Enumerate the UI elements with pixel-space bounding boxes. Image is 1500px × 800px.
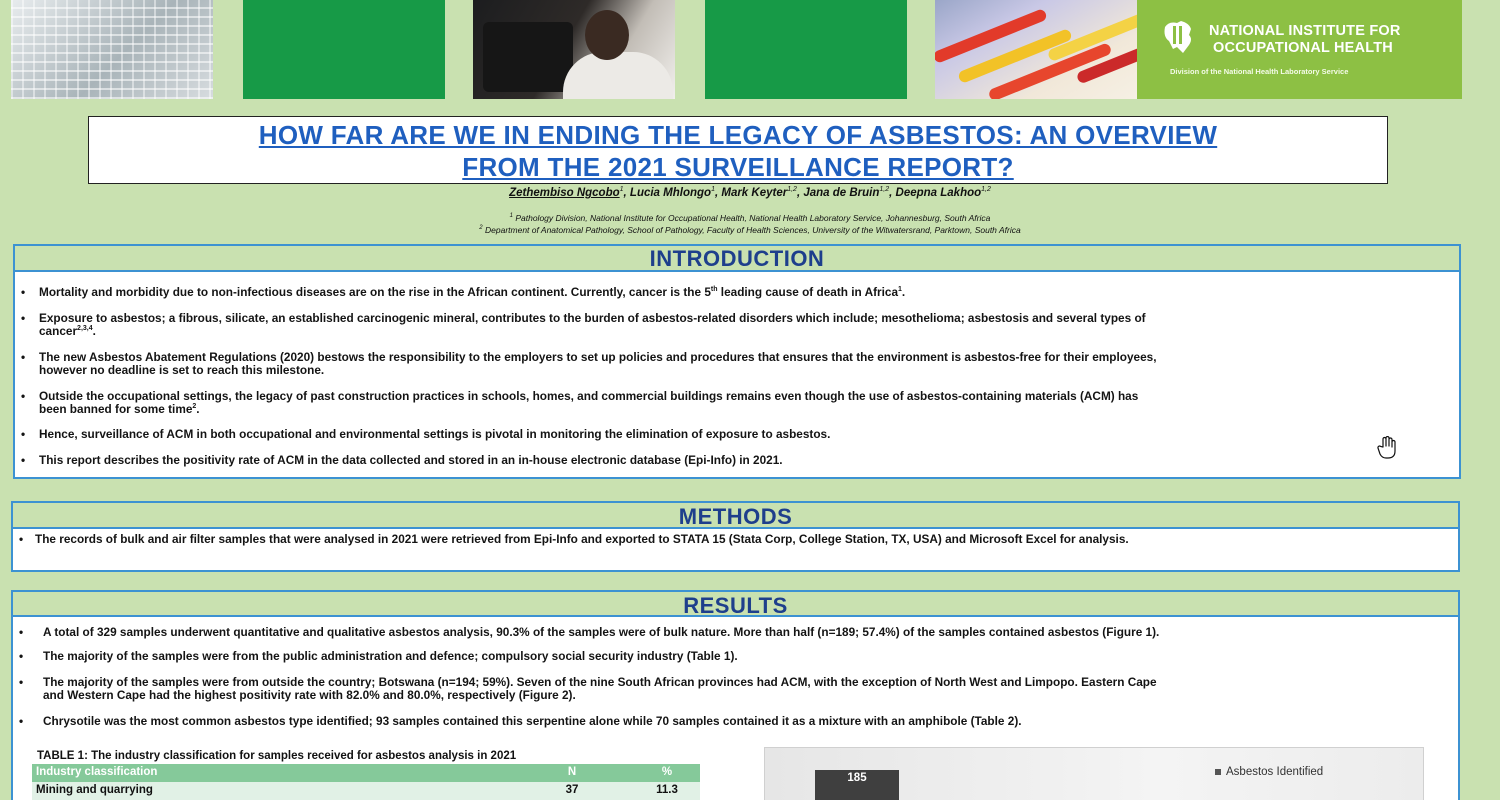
banner-photo-microscope	[473, 0, 675, 99]
header-banner	[0, 0, 1500, 100]
banner-photo-test-tubes	[935, 0, 1137, 99]
results-bullet-4	[19, 714, 1022, 728]
methods-bullet-1	[19, 532, 1129, 546]
affiliation-1	[0, 213, 1500, 223]
affiliation-text: Department of Anatomical Pathology, School of Pathology, Faculty of Health Sciences, University of the Witwatersrand, Parktown, South Africa	[482, 225, 1021, 235]
bullet-text: The majority of the samples were from the public administration and defence; compulsory social security industry (Table 1).	[43, 649, 738, 663]
banner-green-block	[243, 0, 445, 99]
banner-photo-asbestos-fibres	[11, 0, 213, 99]
author-name: Deepna Lakhoo	[895, 186, 982, 199]
affiliation-sup: 2	[479, 225, 483, 232]
bullet-text: Hence, surveillance of ACM in both occupational and environmental settings is pivotal in monitoring the elimination of exposure to asbestos.	[39, 427, 831, 441]
bullet-dot: •	[19, 675, 24, 689]
intro-bullet-6	[21, 453, 783, 467]
logo-text-line2: OCCUPATIONAL HEALTH	[1213, 40, 1393, 56]
bullet-dot: •	[19, 625, 24, 639]
author-affil-sup: 1,2	[879, 186, 890, 193]
bullet-dot: •	[21, 350, 26, 364]
intro-bullet-4	[21, 389, 1139, 416]
intro-bullet-3	[21, 350, 1157, 377]
legend-swatch	[1215, 769, 1221, 775]
results-heading: RESULTS	[13, 592, 1458, 617]
table-cell: 11.3	[656, 784, 678, 796]
bullet-dot: •	[21, 427, 26, 441]
bullet-text: Mortality and morbidity due to non-infectious diseases are on the rise in the African continent. Currently, cancer is the 5	[39, 285, 711, 299]
affiliation-text: Pathology Division, National Institute for Occupational Health, National Health Laboratory Service, Johannesburg, South Africa	[512, 213, 991, 223]
table-header-cell: N	[567, 766, 577, 778]
bullet-text: been banned for some time	[39, 401, 193, 416]
nioh-logo-block	[1137, 0, 1462, 99]
banner-green-block	[705, 0, 907, 99]
bullet-text: Outside the occupational settings, the legacy of past construction practices in schools, homes, and commercial buildings remains even though the use of asbestos-containing materials (ACM) has	[39, 389, 1139, 403]
introduction-section	[13, 244, 1461, 479]
bullet-dot: •	[19, 532, 24, 546]
author-name: Jana de Bruin	[803, 186, 880, 199]
logo-subtitle: Division of the National Health Laboratory Service	[1170, 67, 1349, 76]
chart-data-label: 185	[847, 772, 867, 784]
affiliation-2	[0, 225, 1500, 235]
author-separator: ,	[623, 186, 630, 199]
author-affil-sup: 1	[619, 186, 624, 193]
author-affil-sup: 1,2	[787, 186, 797, 193]
title-line-1: HOW FAR ARE WE IN ENDING THE LEGACY OF ASBESTOS: AN OVERVIEW	[258, 120, 1218, 150]
table1-caption: TABLE 1: The industry classification for samples received for asbestos analysis in 2021	[37, 750, 517, 762]
table-cell: 37	[565, 784, 579, 796]
bullet-text: .	[92, 323, 96, 338]
affiliation-sup: 1	[509, 213, 513, 220]
author-separator: ,	[889, 186, 896, 199]
author-name: Lucia Mhlongo	[629, 186, 712, 199]
table-header-cell: %	[661, 766, 673, 778]
table-cell: Mining and quarrying	[36, 784, 153, 796]
author-affil-sup: 1	[711, 186, 715, 193]
bullet-text: The records of bulk and air filter samples that were analysed in 2021 were retrieved from Epi-Info and exported to STATA 15 (Stata Corp, College Station, TX, USA) and Microsoft Excel for analysis.	[35, 532, 1129, 546]
citation-sup: 1	[898, 286, 902, 294]
author-affil-sup: 1,2	[981, 186, 991, 193]
intro-bullet-1	[21, 285, 906, 299]
bullet-dot: •	[19, 714, 24, 728]
bullet-text: cancer	[39, 323, 78, 338]
legend-label: Asbestos Identified	[1226, 766, 1324, 778]
bullet-text: The majority of the samples were from outside the country; Botswana (n=194; 59%). Seven of the nine South African provinces had ACM, with the exception of North West and Limpopo. Eastern Cape	[43, 675, 1157, 689]
author-list	[0, 186, 1500, 199]
author-name: Zethembiso Ngcobo	[509, 186, 620, 199]
methods-section	[11, 501, 1460, 572]
author-separator: ,	[714, 186, 722, 199]
nioh-logo-icon	[1159, 17, 1199, 57]
results-bullet-2	[19, 649, 738, 663]
intro-bullet-5	[21, 427, 831, 441]
bullet-text: Chrysotile was the most common asbestos type identified; 93 samples contained this serpentine alone while 70 samples contained it as a mixture with an amphibole (Table 2).	[43, 714, 1022, 728]
author-name: Mark Keyter	[721, 186, 788, 199]
bullet-text: A total of 329 samples underwent quantitative and qualitative asbestos analysis, 90.3% of the samples were of bulk nature. More than half (n=189; 57.4%) of the samples contained asbestos (Figure 1).	[43, 625, 1160, 639]
author-separator: ,	[796, 186, 804, 199]
bullet-text: leading cause of death in Africa	[717, 285, 899, 299]
bullet-dot: •	[21, 453, 26, 467]
superscript: th	[710, 286, 718, 294]
bullet-text: and Western Cape had the highest positivity rate with 82.0% and 80.0%, respectively (Figure 2).	[43, 687, 576, 702]
logo-text-line1: NATIONAL INSTITUTE FOR	[1209, 23, 1401, 39]
chart-legend-item	[1215, 766, 1323, 778]
title-line-2: FROM THE 2021 SURVEILLANCE REPORT?	[462, 152, 1014, 182]
hand-cursor-icon	[1376, 436, 1398, 460]
citation-sup: 2,3,4	[77, 324, 93, 332]
table-header-row	[32, 764, 700, 782]
results-bullet-3	[19, 675, 1157, 702]
bullet-dot: •	[21, 285, 26, 299]
bullet-dot: •	[19, 649, 24, 663]
bullet-text: .	[196, 401, 200, 416]
bullet-text: The new Asbestos Abatement Regulations (2020) bestows the responsibility to the employers to set up policies and procedures that ensures that the environment is asbestos-free for their employees,	[39, 350, 1157, 364]
table1	[32, 764, 700, 800]
bullet-dot: •	[21, 311, 26, 325]
methods-heading: METHODS	[13, 503, 1458, 529]
intro-bullet-2	[21, 311, 1146, 338]
bullet-dot: •	[21, 389, 26, 403]
citation-sup: 2	[192, 402, 197, 410]
results-bullet-1	[19, 625, 1160, 639]
bullet-text: .	[901, 285, 906, 299]
bullet-text: This report describes the positivity rate of ACM in the data collected and stored in an in-house electronic database (Epi-Info) in 2021.	[39, 453, 783, 467]
bullet-text: however no deadline is set to reach this milestone.	[39, 362, 325, 377]
table-row	[32, 782, 700, 800]
poster-title	[88, 116, 1388, 184]
table-header-cell: Industry classification	[36, 766, 158, 778]
bullet-text: Exposure to asbestos; a fibrous, silicate, an established carcinogenic mineral, contributes to the burden of asbestos-related disorders which include; mesothelioma; asbestosis and several types of	[39, 311, 1146, 325]
introduction-heading: INTRODUCTION	[15, 246, 1459, 272]
